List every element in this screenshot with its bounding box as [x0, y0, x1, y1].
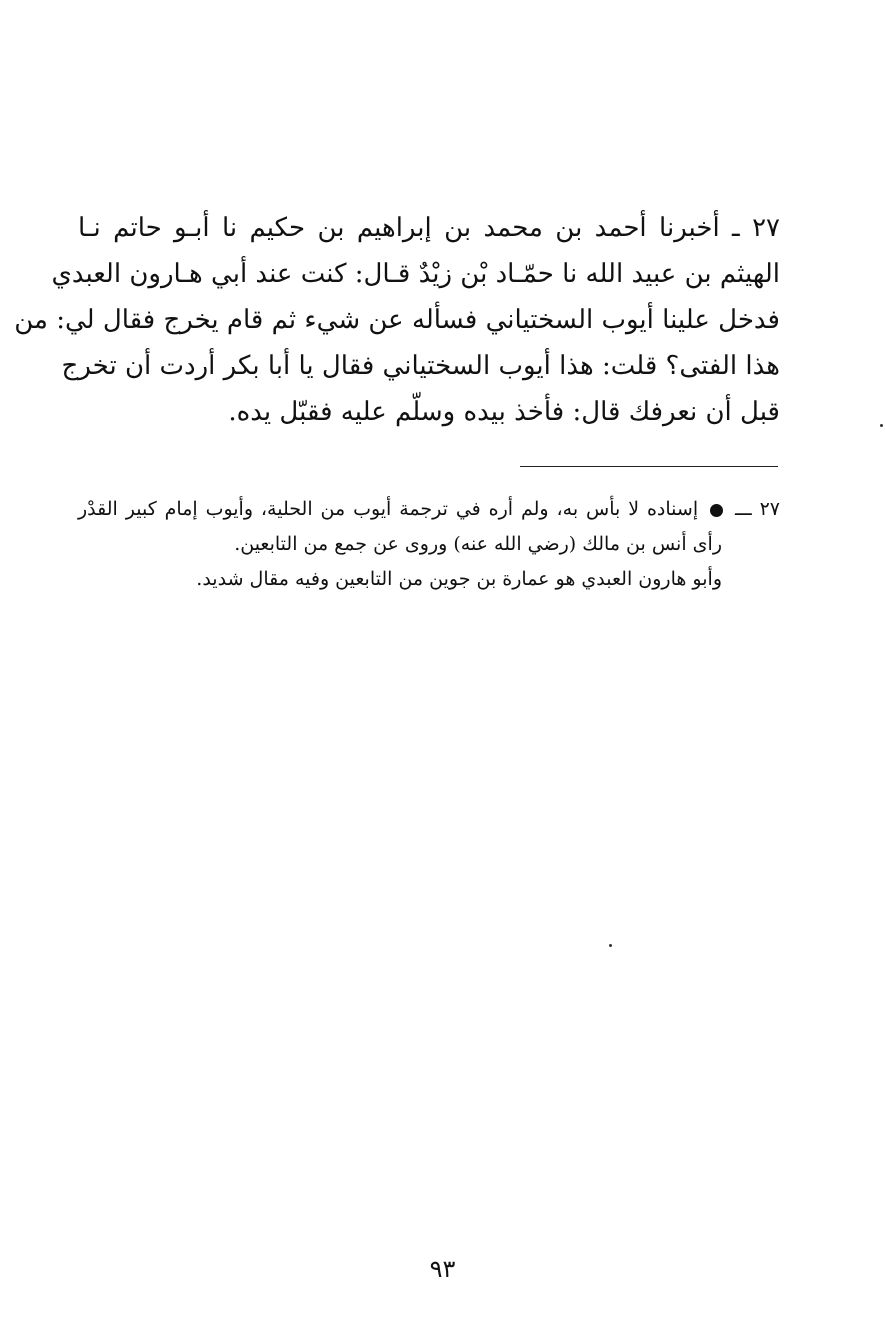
print-speck	[609, 944, 612, 947]
main-text-line: قبل أن نعرفك قال: فأخذ بيده وسلّم عليه فقبّل يده.	[228, 397, 780, 427]
print-speck	[880, 424, 883, 427]
main-text-line: الهيثم بن عبيد الله نا حمّـاد بْن زيْدٌ قـال: كنت عند أبي هـارون العبدي	[51, 259, 780, 289]
footnote-line	[78, 492, 780, 527]
main-text-line: ٢٧ ـ أخبرنا أحمد بن محمد بن إبراهيم بن حكيم نا أبـو حاتم نـا	[78, 213, 780, 243]
footnote-line: رأى أنس بن مالك (رضي الله عنه) وروى عن جمع من التابعين.	[234, 533, 722, 555]
main-text-line: هذا الفتى؟ قلت: هذا أيوب السختياني فقال يا أبا بكر أردت أن تخرج	[61, 351, 780, 381]
footnote-text: إسناده لا بأس به، ولم أره في ترجمة أيوب من الحلية، وأيوب إمام كبير القدْر	[78, 498, 699, 520]
main-text-block	[14, 205, 780, 435]
bullet-icon	[710, 504, 723, 517]
footnote-number: ٢٧ ـــ	[734, 498, 781, 520]
footnote-line: وأبو هارون العبدي هو عمارة بن جوين من التابعين وفيه مقال شديد.	[196, 568, 722, 590]
main-text-line: فدخل علينا أيوب السختياني فسأله عن شيء ثم قام يخرج فقال لي: من	[14, 305, 780, 335]
page-number: ٩٣	[429, 1255, 456, 1283]
footnote-block	[78, 492, 780, 597]
footnote-separator	[520, 466, 778, 467]
